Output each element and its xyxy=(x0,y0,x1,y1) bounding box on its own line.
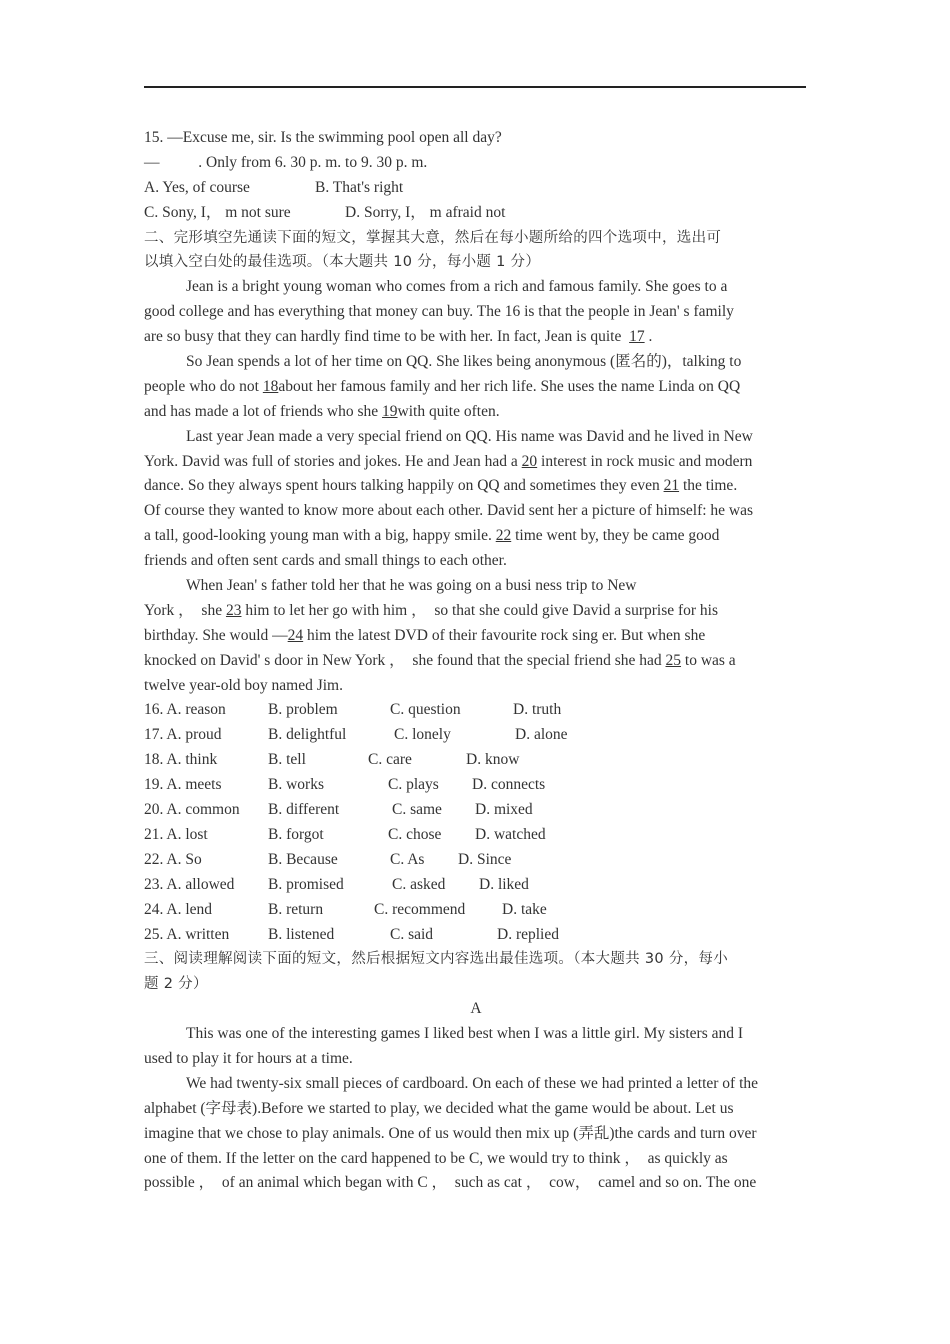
option-b: B. tell xyxy=(268,751,306,769)
passage-line: So Jean spends a lot of her time on QQ. She likes being anonymous (匿名的)，talking to xyxy=(186,353,742,371)
passage-line: a tall, good-looking young man with a big, happy smile. 22 time went by, they be came good xyxy=(144,527,720,545)
passage-a-line: imagine that we chose to play animals. One of us would then mix up (弄乱)the cards and turn over xyxy=(144,1124,757,1142)
option-row xyxy=(144,698,808,723)
blank-18: 18 xyxy=(262,377,279,395)
option-b: B. Because xyxy=(268,850,338,868)
option-c: C. care xyxy=(368,751,412,769)
option-a: 17. A. proud xyxy=(144,726,222,744)
passage-a-line: possible ， of an animal which began with C ， such as cat ， cow， camel and so on. The one xyxy=(144,1174,757,1192)
passage-line: Of course they wanted to know more about each other. David sent her a picture of himself: he was xyxy=(144,502,754,520)
option-c: C. plays xyxy=(388,776,439,794)
option-d: D. know xyxy=(466,751,520,769)
option-c: C. same xyxy=(392,801,442,819)
option-row xyxy=(144,823,808,848)
option-row xyxy=(144,848,808,873)
cloze-options-list xyxy=(144,698,808,947)
passage-line: Last year Jean made a very special friend on QQ. His name was David and he lived in New xyxy=(186,427,753,445)
blank-19: 19 xyxy=(382,402,398,420)
option-row xyxy=(144,873,808,898)
blank-24: 24 xyxy=(287,626,304,644)
passage-line: people who do not 18about her famous family and her rich life. She uses the name Linda on QQ xyxy=(144,377,741,395)
header-rule xyxy=(144,86,806,88)
blank-25: 25 xyxy=(665,651,682,669)
option-a: A. Yes, of course xyxy=(144,178,250,196)
section-2-heading-line-2: 以填入空白处的最佳选项。（本大题共 10 分，每小题 1 分） xyxy=(144,254,541,271)
passage-line: dance. So they always spent hours talking happily on QQ and sometimes they even 21 the time. xyxy=(144,477,738,495)
option-row xyxy=(144,798,808,823)
option-b: B. That's right xyxy=(315,178,404,196)
option-row xyxy=(144,723,808,748)
passage-line: York. David was full of stories and jokes. He and Jean had a 20 interest in rock music and modern xyxy=(144,452,753,470)
option-row xyxy=(144,748,808,773)
option-d: D. watched xyxy=(475,825,546,843)
passage-line: and has made a lot of friends who she 19with quite often. xyxy=(144,402,500,420)
option-b: B. delightful xyxy=(268,726,347,744)
option-b: B. forgot xyxy=(268,825,324,843)
option-b: B. problem xyxy=(268,701,338,719)
option-row xyxy=(144,898,808,923)
passage-line: good college and has everything that money can buy. The 16 is that the people in Jean' s family xyxy=(144,303,734,321)
blank-23: 23 xyxy=(225,601,242,619)
blank-21: 21 xyxy=(663,477,680,495)
passage-a-title: A xyxy=(470,1000,482,1018)
option-d: D. truth xyxy=(513,701,562,719)
passage-a-line: one of them. If the letter on the card happened to be C, we would try to think ， as quickly as xyxy=(144,1149,728,1167)
section-3-heading-line-1: 三、阅读理解阅读下面的短文，然后根据短文内容选出最佳选项。（本大题共 30 分，每小 xyxy=(144,951,729,968)
option-a: 20. A. common xyxy=(144,801,240,819)
option-d: D. connects xyxy=(472,776,546,794)
option-c: C. chose xyxy=(388,825,442,843)
question-15-dialogue: ― . Only from 6. 30 p. m. to 9. 30 p. m. xyxy=(144,153,428,171)
passage-a-line: alphabet (字母表).Before we started to play, we decided what the game would be about. Let us xyxy=(144,1099,734,1117)
passage-line: friends and often sent cards and small things to each other. xyxy=(144,552,507,570)
passage-line: are so busy that they can hardly find time to be with her. In fact, Jean is quite 17 . xyxy=(144,328,653,346)
option-d: D. replied xyxy=(497,925,559,943)
option-a: 24. A. lend xyxy=(144,900,213,918)
passage-line: twelve year-old boy named Jim. xyxy=(144,676,343,694)
blank-17: 17 xyxy=(629,328,645,346)
option-c: C. said xyxy=(390,925,434,943)
option-b: B. works xyxy=(268,776,324,794)
option-a: 25. A. written xyxy=(144,925,230,943)
blank-20: 20 xyxy=(521,452,538,470)
option-b: B. promised xyxy=(268,875,344,893)
passage-line: York ， she 23 him to let her go with him ， so that she could give David a surprise for his xyxy=(144,601,719,619)
option-row xyxy=(144,923,808,948)
section-2-heading-line-1: 二、完形填空先通读下面的短文，掌握其大意，然后在每小题所给的四个选项中，选出可 xyxy=(144,229,722,246)
option-c: C. Sony, I， m not sure xyxy=(144,203,291,221)
passage-line: birthday. She would ―24 him the latest DVD of their favourite rock sing er. But when she xyxy=(144,626,706,644)
option-d: D. Sorry, I， m afraid not xyxy=(345,203,506,221)
option-b: B. listened xyxy=(268,925,335,943)
option-b: B. return xyxy=(268,900,324,918)
blank-22: 22 xyxy=(495,527,512,545)
option-c: C. asked xyxy=(392,875,446,893)
option-row xyxy=(144,773,808,798)
option-c: C. recommend xyxy=(374,900,466,918)
section-3-heading-line-2: 题 2 分） xyxy=(144,976,208,993)
option-a: 16. A. reason xyxy=(144,701,226,719)
passage-a-line: We had twenty-six small pieces of cardboard. On each of these we had printed a letter of the xyxy=(186,1074,759,1092)
document-page xyxy=(144,126,808,1196)
question-15-options-cd xyxy=(144,201,808,226)
option-d: D. alone xyxy=(515,726,568,744)
option-b: B. different xyxy=(268,801,340,819)
option-d: D. liked xyxy=(479,875,529,893)
option-d: D. take xyxy=(502,900,547,918)
passage-line: Jean is a bright young woman who comes from a rich and famous family. She goes to a xyxy=(186,278,728,296)
passage-line: knocked on David' s door in New York ， she found that the special friend she had 25 to was a xyxy=(144,651,736,669)
option-a: 19. A. meets xyxy=(144,776,222,794)
option-d: D. Since xyxy=(458,850,512,868)
option-c: C. As xyxy=(390,850,425,868)
question-15-text: 15. ―Excuse me, sir. Is the swimming pool open all day? xyxy=(144,129,502,146)
option-a: 22. A. So xyxy=(144,850,202,868)
passage-a-line: This was one of the interesting games I liked best when I was a little girl. My sisters and I xyxy=(186,1025,744,1043)
question-15-options-ab xyxy=(144,176,808,201)
option-a: 18. A. think xyxy=(144,751,218,769)
option-c: C. question xyxy=(390,701,461,719)
passage-a-line: used to play it for hours at a time. xyxy=(144,1049,353,1067)
passage-line: When Jean' s father told her that he was going on a busi ness trip to New xyxy=(186,577,637,595)
option-a: 21. A. lost xyxy=(144,825,208,843)
option-d: D. mixed xyxy=(475,801,533,819)
option-c: C. lonely xyxy=(394,726,451,744)
option-a: 23. A. allowed xyxy=(144,875,235,893)
